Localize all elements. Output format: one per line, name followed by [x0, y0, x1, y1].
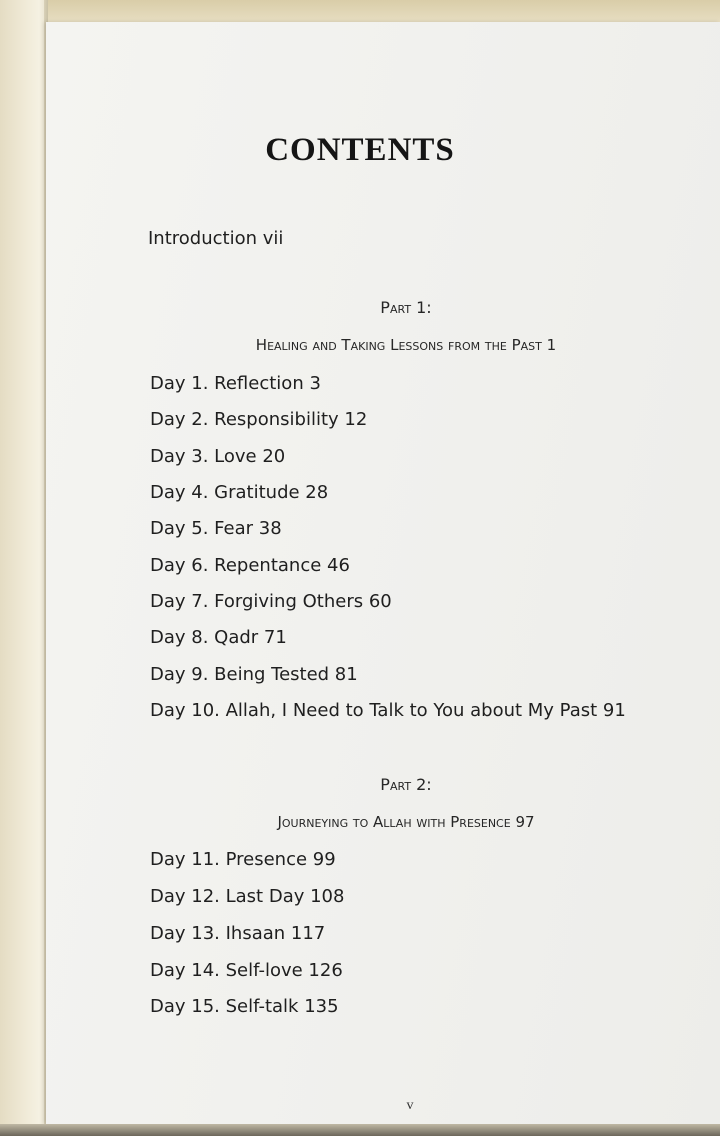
book-page: [46, 22, 720, 1124]
toc-entry: Day 5. Fear 38: [150, 518, 282, 539]
toc-entry: Day 15. Self-talk 135: [150, 996, 339, 1017]
toc-entry: Day 3. Love 20: [150, 446, 286, 467]
toc-entry: Day 14. Self-love 126: [150, 960, 343, 981]
toc-entry: Day 2. Responsibility 12: [150, 409, 368, 430]
toc-entry: Day 7. Forgiving Others 60: [150, 591, 392, 612]
toc-entry: Day 9. Being Tested 81: [150, 664, 358, 685]
toc-entry: Day 4. Gratitude 28: [150, 482, 329, 503]
toc-entry: Day 8. Qadr 71: [150, 627, 287, 648]
part-1-subheading: Healing and Taking Lessons from the Past 1: [255, 336, 557, 354]
part-2-heading: Part 2:: [380, 775, 432, 794]
toc-entry: Day 11. Presence 99: [150, 849, 336, 870]
page-title: CONTENTS: [265, 132, 455, 168]
part-1-heading: Part 1:: [380, 298, 432, 317]
toc-entry: Day 12. Last Day 108: [150, 886, 345, 907]
adjacent-page: [0, 0, 46, 1136]
page-number: v: [406, 1098, 414, 1113]
toc-entry: Day 10. Allah, I Need to Talk to You about My Past 91: [150, 700, 626, 721]
toc-entry: Day 1. Reflection 3: [150, 373, 321, 394]
page-bottom-edge: [0, 1124, 720, 1136]
part-2-subheading: Journeying to Allah with Presence 97: [277, 813, 535, 831]
toc-entry: Day 13. Ihsaan 117: [150, 923, 326, 944]
toc-entry: Day 6. Repentance 46: [150, 555, 350, 576]
toc-introduction: Introduction vii: [148, 228, 284, 249]
